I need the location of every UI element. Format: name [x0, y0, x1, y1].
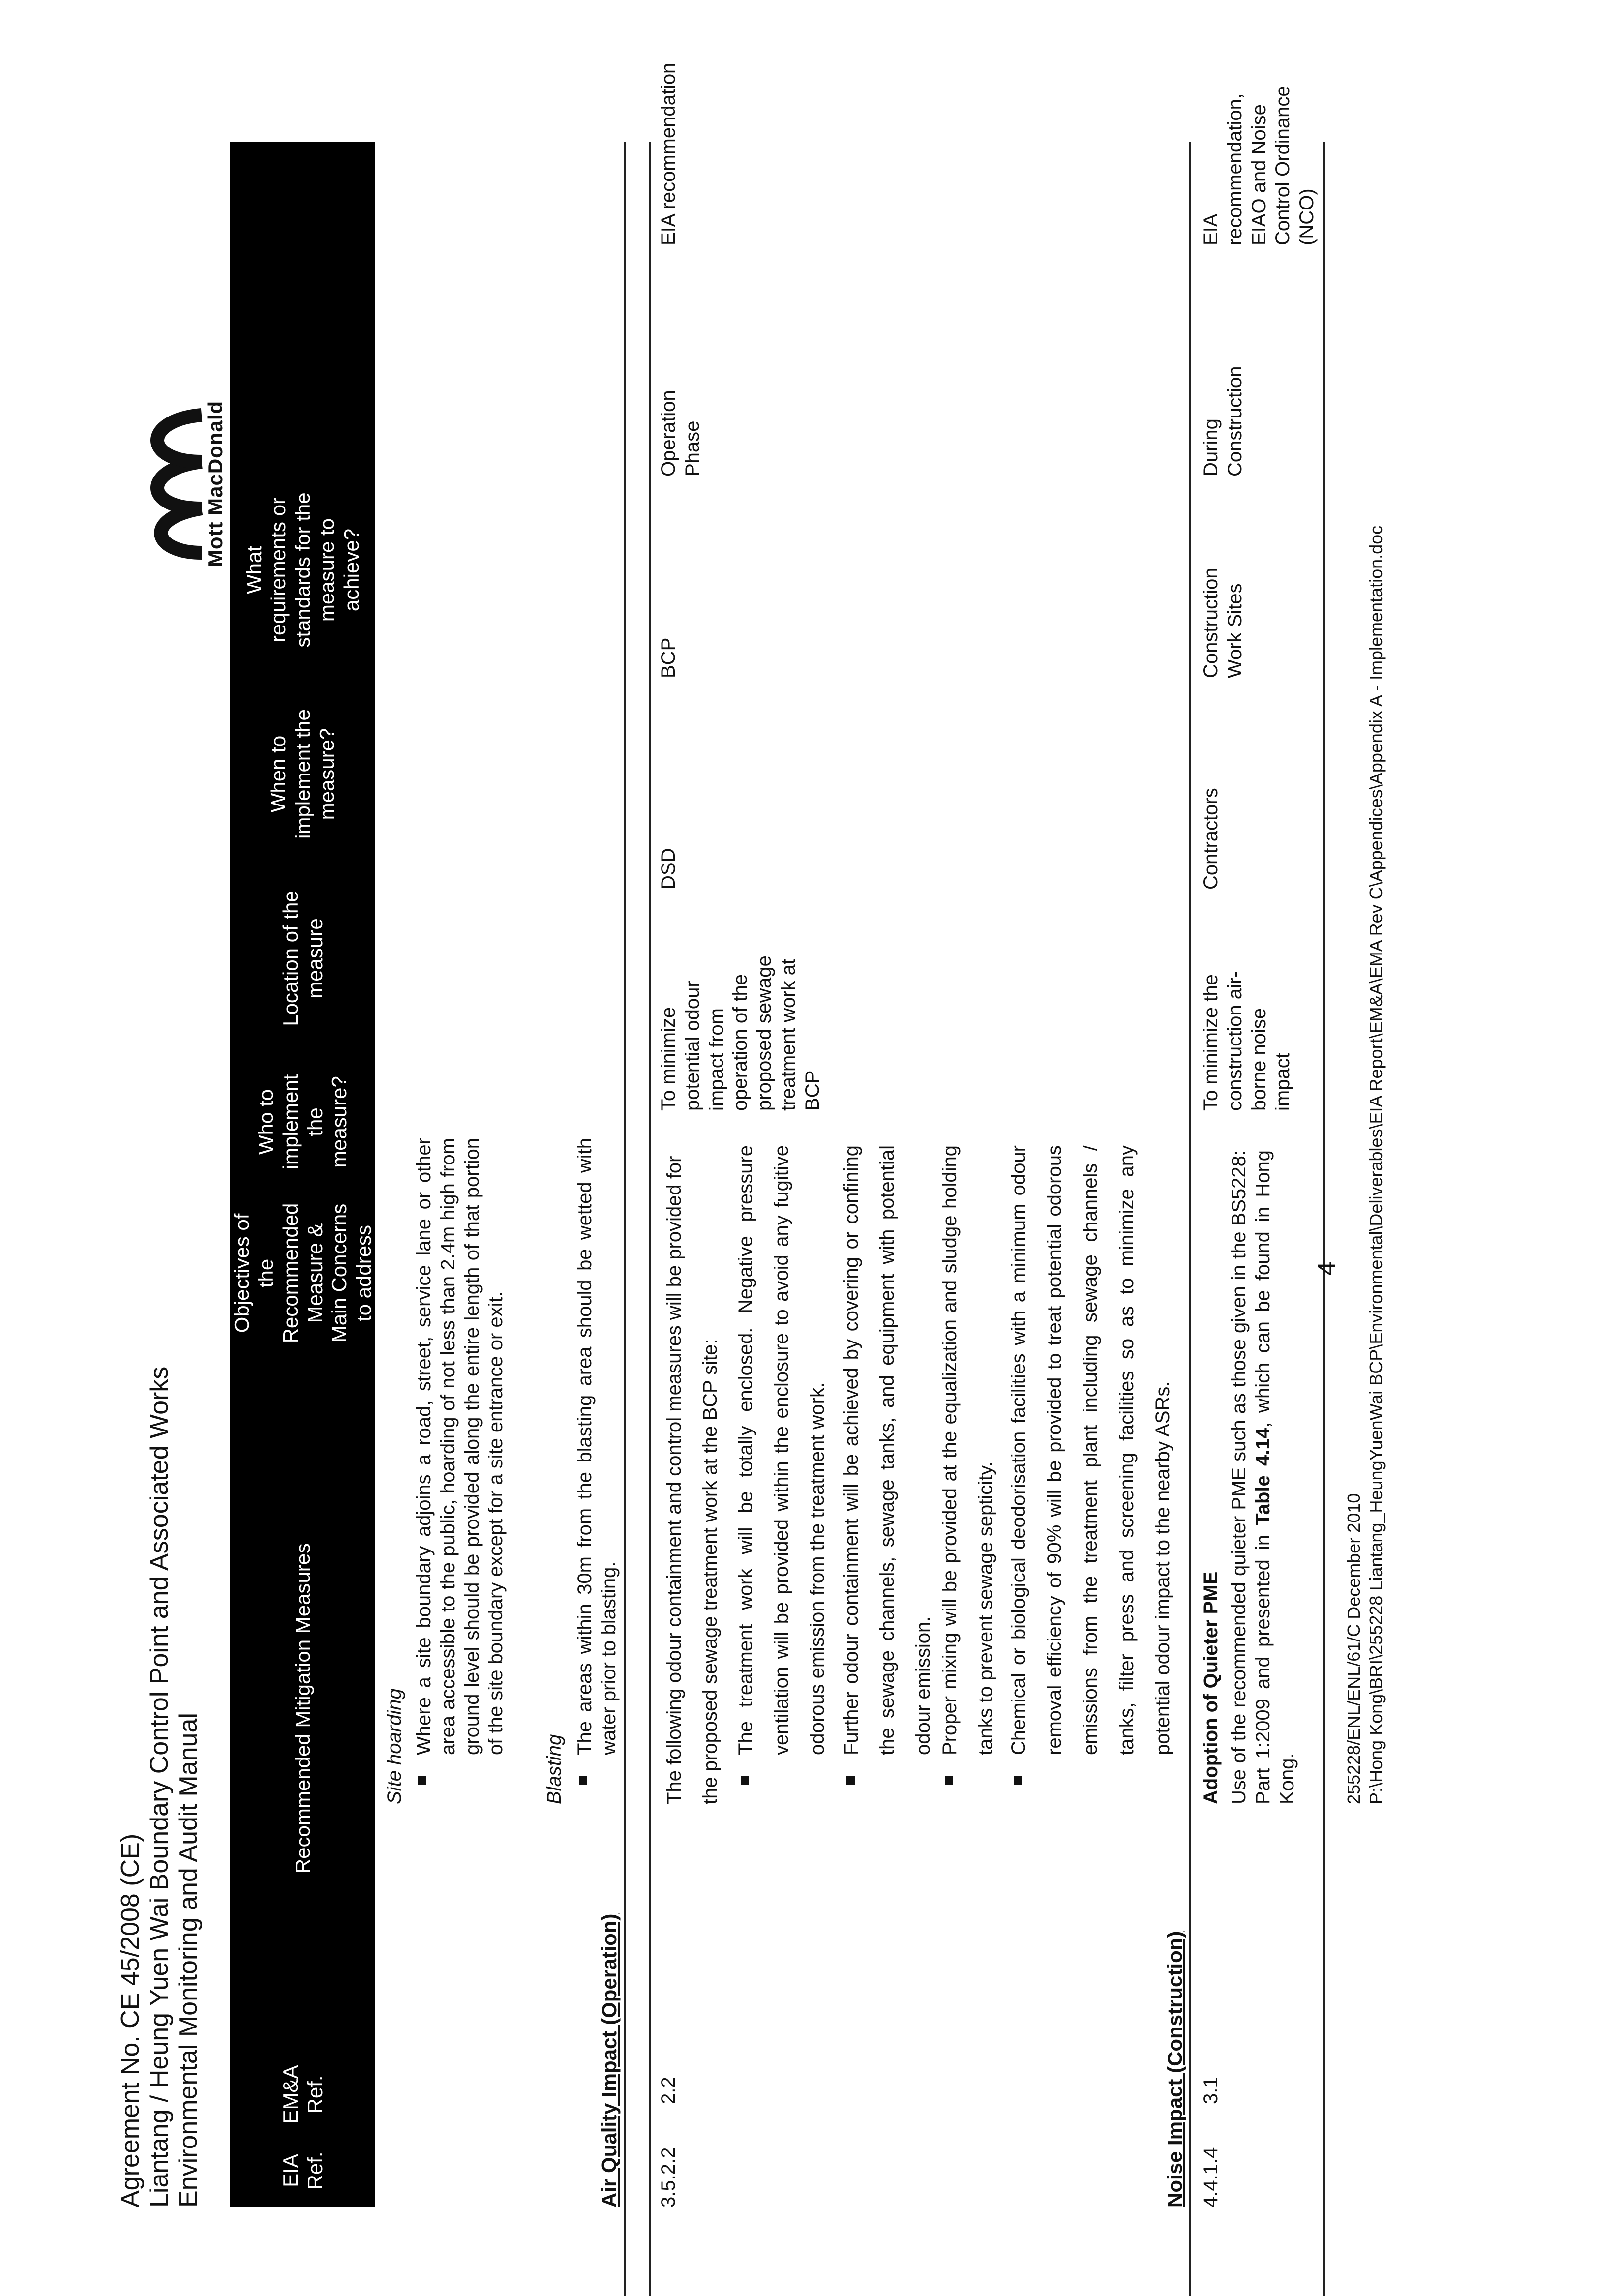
air-measures-intro: The following odour containment and control measures will be provided for the proposed sewage treatment work at the BCP site:: [663, 1156, 722, 1804]
page-number: 4: [1313, 1261, 1341, 1276]
table-reference: Table 4.14: [1252, 1428, 1274, 1525]
noise-when: During Construction: [1200, 366, 1246, 477]
bullet-marker: [1014, 1776, 1022, 1785]
agreement-number: Agreement No. CE 45/2008 (CE): [116, 1833, 145, 2207]
air-requirement: EIA recommendation: [658, 62, 679, 245]
col-when: When to implement the measure?: [267, 709, 339, 839]
file-path: P:\Hong Kong\BRI\255228 Liantang_HeungYuenWai BCP\Environmental\Deliverables\EIA Report\EM&A\EMA Rev C\Appendices\Appendix A - Implementation.doc: [1366, 525, 1386, 1804]
noise-objective: To minimize the construction air-borne noise impact: [1200, 971, 1294, 1111]
mott-macdonald-logo-icon: [123, 395, 207, 572]
col-who: Who to implement the measure?: [254, 1074, 351, 1170]
site-hoarding-bullet: Where a site boundary adjoins a road, street, service lane or other area accessible to the public, hoarding of not less than 2.4m high from ground level should be provided along the entire length of that portion of the site boundary except for a site entrance or exit.: [412, 1138, 508, 1755]
bullet-marker: [945, 1776, 953, 1785]
document-header: [116, 1367, 203, 2207]
site-hoarding-title: Site hoarding: [384, 1688, 405, 1804]
col-requirements: What requirements or standards for the measure to achieve?: [242, 492, 363, 648]
col-ema-ref: EM&A Ref.: [278, 2065, 327, 2124]
noise-requirement: EIA recommendation, EIAO and Noise Control Ordinance (NCO): [1200, 86, 1318, 245]
air-ema-ref: 2.2: [658, 2077, 679, 2104]
noise-who: Contractors: [1200, 788, 1222, 890]
air-when: Operation Phase: [658, 390, 703, 477]
mott-macdonald-logo: [123, 395, 231, 572]
noise-measure-title: Adoption of Quieter PME: [1200, 1571, 1222, 1804]
noise-eia-ref: 4.4.1.4: [1200, 2147, 1222, 2207]
document-reference: 255228/ENL/ENL/61/C December 2010: [1344, 1493, 1364, 1804]
noise-ema-ref: 3.1: [1200, 2077, 1222, 2104]
col-objectives: Objectives of the Recommended Measure & Main Concerns to address: [230, 1203, 375, 1343]
bullet-marker: [418, 1776, 426, 1785]
noise-measure-text: Use of the recommended quieter PME such as those given in the BS5228: Part 1:2009 and presented in Table 4.14, which can be found in Hong Kong.: [1228, 1150, 1298, 1804]
air-location: BCP: [658, 637, 679, 678]
col-location: Location of the measure: [278, 891, 327, 1026]
noise-location: Construction Work Sites: [1200, 567, 1246, 678]
col-eia-ref: EIA Ref.: [278, 2151, 327, 2190]
bullet-marker: [741, 1776, 749, 1785]
manual-title: Environmental Monitoring and Audit Manual: [174, 1713, 203, 2207]
air-measure-bullet-3: Proper mixing will be provided at the equalization and sludge holding tanks to prevent sewage septicity.: [932, 1145, 1004, 1755]
project-title: Liantang / Heung Yuen Wai Boundary Control Point and Associated Works: [145, 1366, 174, 2207]
blasting-title: Blasting: [543, 1734, 565, 1804]
col-measures: Recommended Mitigation Measures: [291, 1543, 314, 1874]
air-objective: To minimize potential odour impact from operation of the proposed sewage treatment work at BCP: [658, 955, 823, 1111]
air-quality-heading: Air Quality Impact (Operation): [598, 1913, 621, 2207]
section-rule: [1189, 142, 1191, 2296]
air-measure-bullet-4: Chemical or biological deodorisation facilities with a minimum odour removal efficiency of 90% will be provided to treat potential odorous emissions from the treatment plant including sewage channels / tanks, filter press and screening facilities so as to minimize any potential odour impact to the nearby ASRs.: [1001, 1145, 1181, 1755]
bullet-marker: [579, 1776, 587, 1785]
table-bottom-rule: [1323, 142, 1325, 2296]
logo-wordmark: Mott MacDonald: [204, 400, 227, 567]
air-who: DSD: [658, 848, 679, 890]
blasting-bullet: The areas within 30m from the blasting area should be wetted with water prior to blasting.: [573, 1138, 621, 1755]
section-rule: [624, 142, 626, 2296]
section-rule: [649, 142, 651, 2296]
air-measure-bullet-2: Further odour containment will be achieved by covering or confining the sewage channels, sewage tanks, and equipment with potential odour emission.: [834, 1145, 942, 1755]
air-eia-ref: 3.5.2.2: [658, 2147, 679, 2207]
table-header: [230, 142, 375, 2207]
noise-heading: Noise Impact (Construction): [1163, 1931, 1186, 2207]
air-measure-bullet-1: The treatment work will be totally enclosed. Negative pressure ventilation will be provided within the enclosure to avoid any fugitive odorous emission from the treatment work.: [728, 1145, 836, 1755]
document-footer: [1343, 526, 1387, 1804]
bullet-marker: [846, 1776, 855, 1785]
